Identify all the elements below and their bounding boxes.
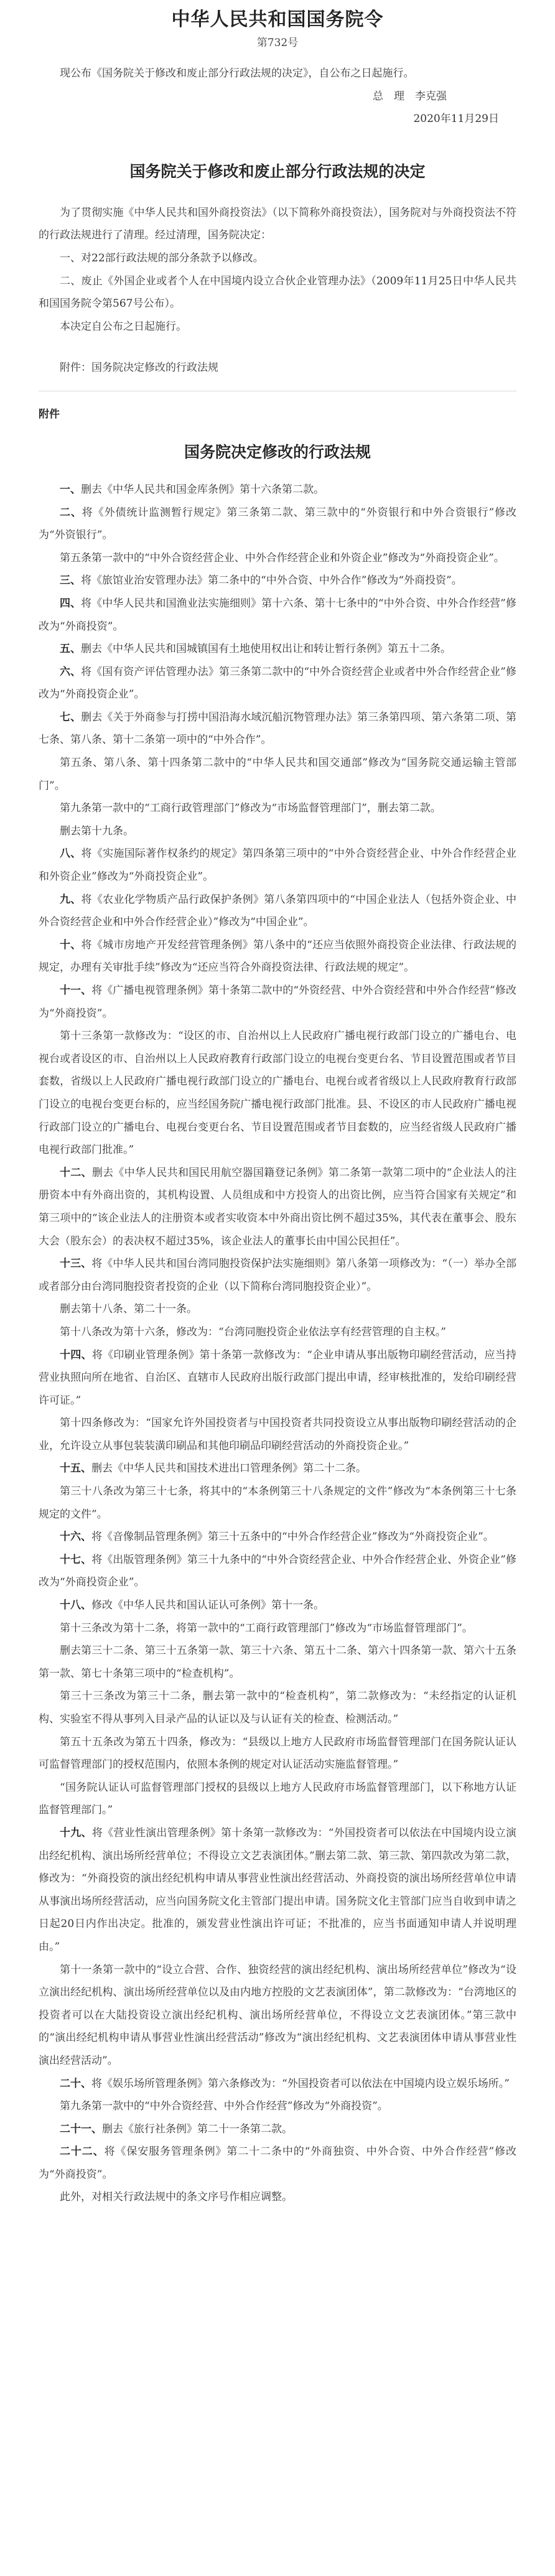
amendment-number: 七、: [60, 711, 82, 724]
amendment-item: [39, 661, 516, 706]
amendment-text: 将《国有资产评估管理办法》第三条第二款中的“中外合资经营企业或者中外合作经营企业”修改为“外商投资企业”。: [39, 665, 516, 701]
amendment-text: 删去第十九条。: [60, 824, 134, 838]
amendment-item: [39, 2186, 516, 2209]
amendment-number: 二十一、: [60, 2122, 102, 2135]
amendment-item: [39, 1412, 516, 1457]
amendment-text: 删去第三十二条、第三十五条第一款、第三十六条、第五十二条、第六十四条第一款、第六十五条第一款、第七十条第三项中的“检查机构”。: [39, 1645, 516, 1680]
decision-paragraph: 一、对22部行政法规的部分条款予以修改。: [60, 251, 264, 264]
amendment-number: 十二、: [60, 1166, 92, 1179]
amendment-item: [39, 478, 516, 502]
amendment-item: [39, 2118, 516, 2141]
decision-body: [39, 202, 516, 380]
amendment-text: 删去《关于外商参与打捞中国沿海水域沉船沉物管理办法》第三条第四项、第六条第二项、第七条、第八条、第十二条第一项中的“中外合作”。: [39, 711, 517, 747]
amendment-item: [39, 979, 516, 1025]
amendment-number: 十八、: [60, 1599, 91, 1612]
amendment-number: 二十、: [60, 2077, 91, 2090]
amendment-item: [39, 706, 516, 752]
decree-signature: 总 理 李克强: [373, 90, 447, 103]
amendment-number: 十一、: [60, 984, 92, 997]
amendment-text: 将《广播电视管理条例》第十条第二款中的“外资经营、中外合资经营和中外合作经营”修改为“外商投资”。: [39, 984, 516, 1020]
decree-title: 中华人民共和国国务院令: [171, 9, 384, 30]
amendment-text: 第五条第一款中的“中外合资经营企业、中外合作经营企业和外资企业”修改为“外商投资企业”。: [60, 551, 505, 564]
amendment-number: 十四、: [60, 1348, 92, 1361]
decision-title: 国务院关于修改和废止部分行政法规的决定: [129, 162, 426, 180]
amendment-text: 第三十三条改为第三十二条，删去第一款中的“检查机构”，第二款修改为：“未经指定的认证机构、实验室不得从事列入目录产品的认证以及与认证有关的检查、检测活动。”: [39, 1690, 516, 1725]
amendment-text: 第九条第一款中的“工商行政管理部门”修改为“市场监督管理部门”，删去第二款。: [60, 802, 441, 815]
amendment-number: 十九、: [60, 1826, 92, 1839]
amendment-item: [39, 2140, 516, 2186]
amendment-item: [39, 1526, 516, 1549]
amendment-item: [39, 1253, 516, 1298]
amendment-item: [39, 1298, 516, 1321]
amendment-text: “国务院认证认可监督管理部门授权的县级以上地方人民政府市场监督管理部门，以下称地方认证监督管理部门。”: [39, 1781, 516, 1817]
amendment-item: [39, 797, 516, 820]
amendment-text: 将《旅馆业治安管理办法》第二条中的“中外合资、中外合作”修改为“外商投资”。: [81, 574, 462, 587]
amendment-item: [39, 1685, 516, 1730]
amendment-number: 九、: [60, 893, 82, 906]
amendment-item: [39, 1480, 516, 1526]
amendment-text: 删去《旅行社条例》第二十一条第二款。: [102, 2122, 292, 2135]
decision-paragraph: 本决定自公布之日起施行。: [60, 320, 187, 333]
amendment-text: 将《中华人民共和国渔业法实施细则》第十六条、第十七条中的“中外合资、中外合作经营”修改为“外商投资”。: [39, 597, 516, 633]
amendment-item: [39, 1640, 516, 1685]
amendment-number: 十、: [60, 938, 82, 951]
amendment-text: 删去《中华人民共和国技术进出口管理条例》第二十二条。: [91, 1462, 366, 1475]
amendment-number: 十六、: [60, 1531, 91, 1544]
amendment-item: [39, 1321, 516, 1344]
amendment-item: [39, 1776, 516, 1822]
amendment-number: 十三、: [60, 1258, 92, 1271]
amendment-text: 第九条第一款中的“中外合资经营、中外合作经营”修改为“外商投资”。: [60, 2100, 388, 2113]
amendment-text: 第十一条第一款中的“设立合营、合作、独资经营的演出经纪机构、演出场所经营单位”修改为“设立演出经纪机构、演出场所经营单位以及由内地方控股的文艺表演团体”，第二款修改为：“台湾地区的投资者可以在大陆投资设立演出经纪机构、演出场所经营单位，不得设立文艺表演团体。”第三款中的“演出经纪机构申请从事营业性演出经营活动”修改为“演出经纪机构、文艺表演团体申请从事营业性演出经营活动”。: [39, 1963, 516, 2067]
amendment-item: [39, 889, 516, 934]
amendment-text: 将《音像制品管理条例》第三十五条中的“中外合作经营企业”修改为“外商投资企业”。: [91, 1531, 494, 1544]
amendment-item: [39, 547, 516, 570]
amendment-item: [39, 1959, 516, 2073]
amendment-number: 四、: [60, 597, 82, 610]
amendment-item: [39, 1594, 516, 1617]
decree-date: 2020年11月29日: [413, 113, 499, 126]
amendment-number: 二、: [60, 506, 82, 519]
amendment-list: [39, 478, 516, 2209]
amendment-text: 将《营业性演出管理条例》第十条第一款修改为：“外国投资者可以依法在中国境内设立演出经纪机构、演出场所经营单位；不得设立文艺表演团体。”删去第二款、第三款、第四款改为第二款，修改为：“外商投资的演出经纪机构申请从事营业性演出经营活动、外商投资的演出场所经营单位申请从事演出场所经营活动，应当向国务院文化主管部门提出申请。国务院文化主管部门应当自收到申请之日起20日内作出决定。批准的，颁发营业性演出许可证；不批准的，应当书面通知申请人并说明理由。”: [39, 1826, 516, 1953]
amendment-item: [39, 1457, 516, 1480]
amendment-item: [39, 1617, 516, 1640]
amendment-item: [39, 2073, 516, 2096]
amendment-text: 此外，对相关行政法规中的条文序号作相应调整。: [60, 2191, 292, 2204]
amendment-text: 第五十五条改为第五十四条，修改为：“县级以上地方人民政府市场监督管理部门在国务院认证认可监督管理部门的授权范围内，依照本条例的规定对认证活动实施监督管理。”: [39, 1735, 516, 1771]
amendment-number: 十七、: [60, 1553, 92, 1566]
decree-number: 第732号: [256, 37, 299, 49]
amendment-text: 删去《中华人民共和国民用航空器国籍登记条例》第二条第一款第二项中的“企业法人的注册资本中有外商出资的，其机构设置、人员组成和中方投资人的出资比例，应当符合国家有关规定”和第三项中的“该企业法人的注册资本或者实收资本中外商出资比例不超过35%，其代表在董事会、股东大会（股东会）的表决权不超过35%，该企业法人的董事长由中国公民担任”。: [39, 1166, 516, 1248]
decision-paragraph: 为了贯彻实施《中华人民共和国外商投资法》（以下简称外商投资法），国务院对与外商投资法不符的行政法规进行了清理。经过清理，国务院决定：: [39, 206, 516, 242]
amendment-text: 将《农业化学物质产品行政保护条例》第八条第四项中的“中国企业法人（包括外资企业、中外合资经营企业和中外合作经营企业）”修改为“中国企业”。: [39, 893, 516, 929]
amendment-text: 删去第十八条、第二十一条。: [60, 1303, 197, 1316]
amendment-text: 第十三条第一款修改为：“设区的市、自治州以上人民政府广播电视行政部门设立的广播电台、电视台或者设区的市、自治州以上人民政府教育行政部门设立的电视台变更台名、节目设置范围或者节目套数，省级以上人民政府广播电视行政部门设立的广播电台、电视台或者省级以上人民政府教育行政部门设立的电视台变更台标的，应当经国务院广播电视行政部门批准。县、不设区的市人民政府广播电视行政部门设立的广播电台、电视台变更台名、节目设置范围或者节目套数的，应当经省级人民政府广播电视行政部门批准。”: [39, 1030, 516, 1157]
amendment-text: 修改《中华人民共和国认证认可条例》第十一条。: [91, 1599, 324, 1612]
amendment-item: [39, 934, 516, 979]
attachment-label: 附件: [39, 408, 60, 421]
amendment-item: [39, 1731, 516, 1776]
amendment-item: [39, 592, 516, 638]
amendment-item: [39, 1549, 516, 1594]
amendment-number: 二十二、: [60, 2145, 105, 2158]
amendment-item: [39, 1822, 516, 1959]
amendment-text: 将《中华人民共和国台湾同胞投资保护法实施细则》第八条第一项修改为：“（一）举办全部或者部分由台湾同胞投资者投资的企业（以下简称台湾同胞投资企业）”。: [39, 1258, 516, 1293]
amendment-item: [39, 820, 516, 843]
amendment-number: 五、: [60, 643, 81, 656]
amendment-text: 将《娱乐场所管理条例》第六条修改为：“外国投资者可以依法在中国境内设立娱乐场所。”: [91, 2077, 510, 2090]
amendment-text: 将《印刷业管理条例》第十条第一款修改为：“企业申请从事出版物印刷经营活动，应当持营业执照向所在地省、自治区、直辖市人民政府出版行政部门提出申请，经审核批准的，发给印刷经营许可证。”: [39, 1348, 516, 1407]
attachment-title: 国务院决定修改的行政法规: [184, 442, 371, 461]
amendment-item: [39, 638, 516, 661]
amendment-text: 将《城市房地产开发经营管理条例》第八条中的“还应当依照外商投资企业法律、行政法规的规定，办理有关审批手续”修改为“还应当符合外商投资法律、行政法规的规定”。: [39, 938, 516, 974]
amendment-item: [39, 1344, 516, 1412]
amendment-item: [39, 569, 516, 592]
amendment-number: 一、: [60, 483, 81, 496]
spacer: [39, 338, 516, 357]
amendment-text: 第三十八条改为第三十七条，将其中的“本条例第三十八条规定的文件”修改为“本条例第三十七条规定的文件”。: [39, 1485, 516, 1521]
amendment-item: [39, 842, 516, 888]
amendment-number: 十五、: [60, 1462, 91, 1475]
amendment-item: [39, 2095, 516, 2118]
amendment-text: 删去《中华人民共和国金库条例》第十六条第二款。: [81, 483, 324, 496]
amendment-item: [39, 1025, 516, 1162]
amendment-text: 将《实施国际著作权条约的规定》第四条第三项中的“中外合资经营企业、中外合作经营企业和外资企业”修改为“外商投资企业”。: [39, 847, 516, 884]
amendment-number: 三、: [60, 574, 81, 587]
amendment-text: 删去《中华人民共和国城镇国有土地使用权出让和转让暂行条例》第五十二条。: [81, 643, 451, 656]
decision-paragraph: 二、废止《外国企业或者个人在中国境内设立合伙企业管理办法》（2009年11月25日中华人民共和国国务院令第567号公布）。: [39, 274, 516, 310]
amendment-number: 八、: [60, 847, 82, 861]
amendment-text: 第十三条改为第十二条，将第一款中的“工商行政管理部门”修改为“市场监督管理部门”。: [60, 1622, 473, 1635]
amendment-text: 第五条、第八条、第十四条第二款中的“中华人民共和国交通部”修改为“国务院交通运输主管部门”。: [39, 757, 516, 792]
amendment-item: [39, 1162, 516, 1253]
amendment-text: 将《出版管理条例》第三十九条中的“中外合资经营企业、中外合作经营企业、外资企业”修改为“外商投资企业”。: [39, 1553, 516, 1589]
amendment-item: [39, 502, 516, 547]
amendment-text: 将《外债统计监测暂行规定》第三条第二款、第三款中的“外资银行和中外合资银行”修改为“外资银行”。: [39, 506, 517, 542]
amendment-text: 第十八条改为第十六条，修改为：“台湾同胞投资企业依法享有经营管理的自主权。”: [60, 1325, 446, 1338]
amendment-text: 将《保安服务管理条例》第二十二条中的“外商独资、中外合资、中外合作经营”修改为“外商投资”。: [39, 2145, 516, 2181]
decree-body: 现公布《国务院关于修改和废止部分行政法规的决定》，自公布之日起施行。: [60, 67, 414, 80]
attachment-note: 附件：国务院决定修改的行政法规: [60, 362, 218, 375]
amendment-item: [39, 752, 516, 797]
amendment-text: 第十四条修改为：“国家允许外国投资者与中国投资者共同投资设立从事出版物印刷经营活动的企业，允许设立从事包装装潢印刷品和其他印刷品印刷经营活动的外商投资企业。”: [39, 1417, 516, 1452]
amendment-number: 六、: [60, 665, 82, 678]
